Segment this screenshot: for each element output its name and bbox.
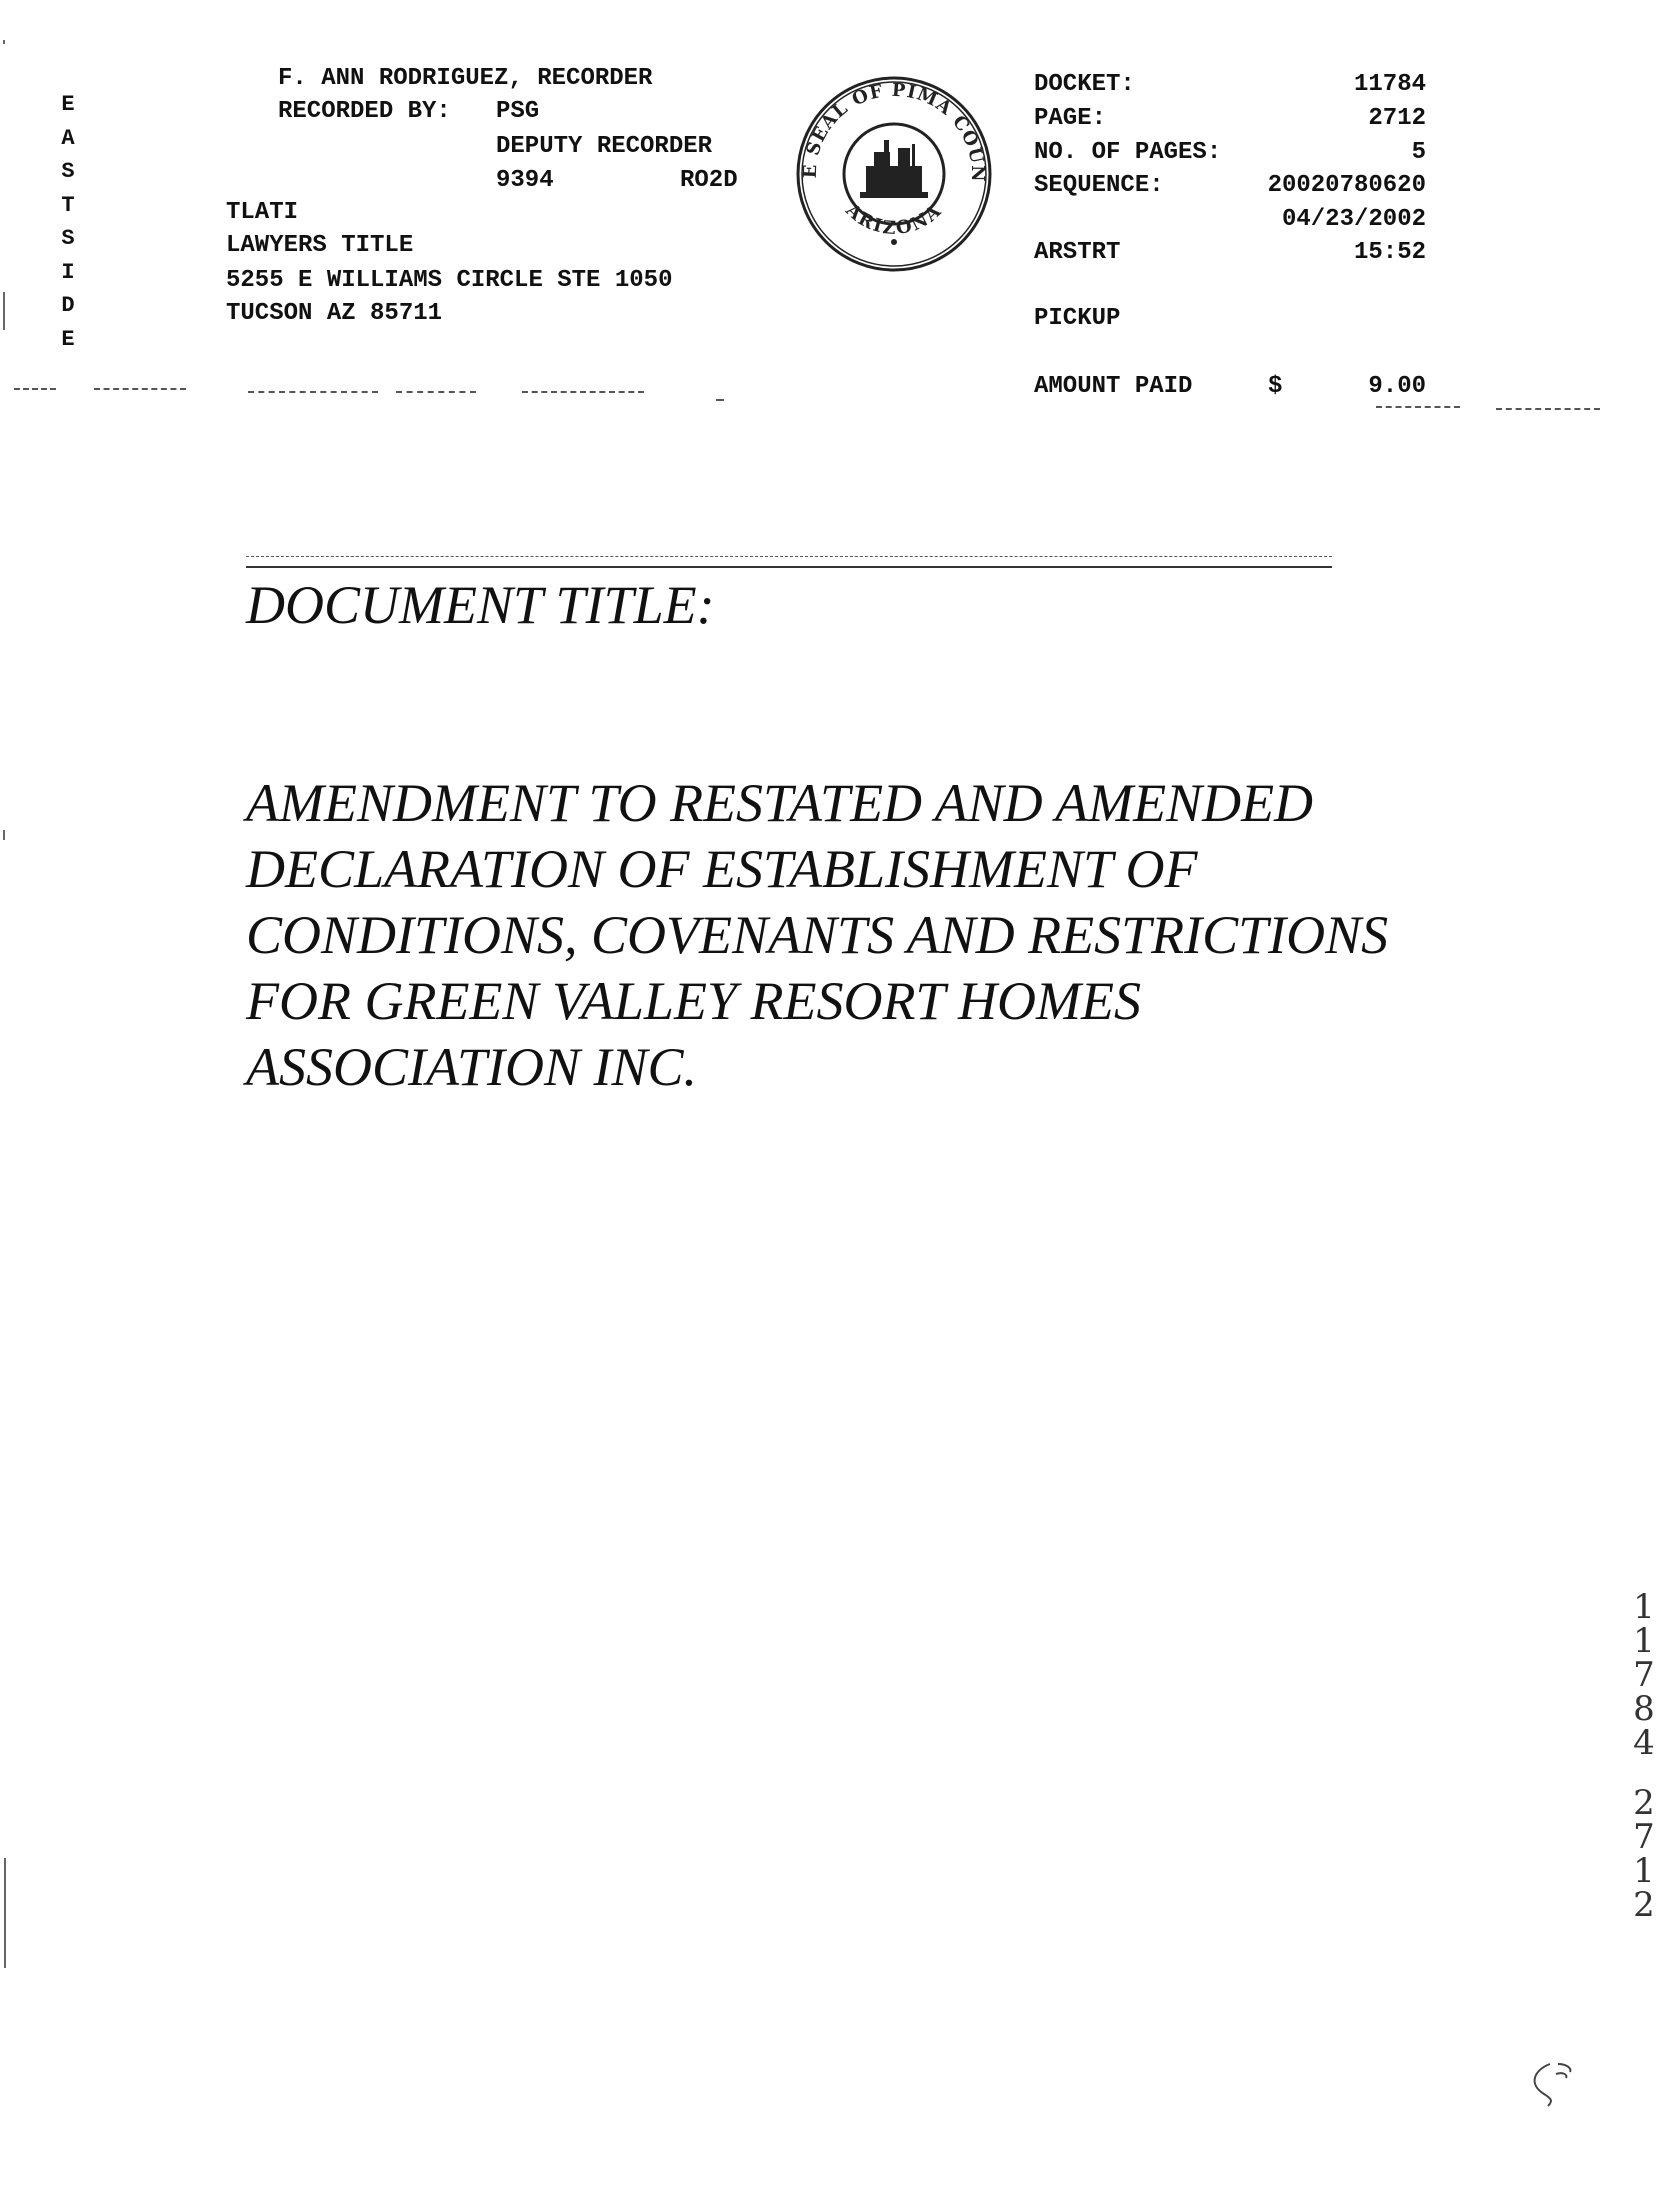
return-to-line: 5255 E WILLIAMS CIRCLE STE 1050 — [226, 267, 673, 294]
arstrt-label: ARSTRT — [1034, 239, 1121, 266]
seal-top-text: E SEAL OF PIMA COUN — [799, 79, 989, 183]
stamp-digit: 1 — [1633, 1851, 1655, 1891]
header-separator — [1376, 406, 1460, 408]
document-title-label: DOCUMENT TITLE: — [246, 575, 715, 635]
side-letter: D — [61, 293, 75, 318]
side-letter: E — [61, 92, 75, 117]
county-seal — [794, 74, 994, 274]
recording-time: 15:52 — [1353, 239, 1426, 266]
currency-symbol: $ — [1268, 373, 1283, 400]
sequence-value: 20020780620 — [1267, 172, 1426, 199]
scan-edge-mark — [3, 292, 5, 330]
amount-paid-label: AMOUNT PAID — [1034, 373, 1193, 400]
handwritten-mark — [1520, 2060, 1580, 2110]
document-title-line: FOR GREEN VALLEY RESORT HOMES — [246, 971, 1141, 1031]
document-title-line: ASSOCIATION INC. — [246, 1037, 698, 1097]
deputy-recorder-label: DEPUTY RECORDER — [496, 133, 713, 160]
pages-label: NO. OF PAGES: — [1034, 139, 1222, 166]
pages-value: 5 — [1411, 139, 1426, 166]
scan-edge-mark — [4, 1858, 6, 1968]
document-title — [246, 770, 1496, 1100]
header-separator — [716, 399, 724, 401]
side-letter: I — [61, 259, 75, 285]
page-label: PAGE: — [1034, 105, 1107, 132]
sequence-label: SEQUENCE: — [1034, 172, 1164, 199]
pickup-label: PICKUP — [1034, 305, 1121, 332]
seal-building-icon — [860, 140, 928, 198]
seal-graphic — [794, 74, 994, 274]
deputy-code: RO2D — [680, 167, 738, 194]
deputy-number: 9394 — [496, 167, 554, 194]
scan-edge-mark — [3, 40, 5, 44]
return-to-line: TUCSON AZ 85711 — [226, 300, 443, 327]
docket-value: 11784 — [1353, 71, 1426, 98]
scan-edge-mark — [3, 830, 5, 840]
header-separator — [94, 388, 186, 390]
header-separator — [14, 388, 56, 390]
side-label-vertical — [56, 88, 80, 356]
document-title-line: DECLARATION OF ESTABLISHMENT OF — [246, 839, 1198, 899]
stamp-digit: 4 — [1633, 1723, 1655, 1763]
header-separator — [1496, 408, 1600, 410]
document-title-line: AMENDMENT TO RESTATED AND AMENDED — [246, 773, 1314, 833]
side-letter: A — [61, 125, 75, 151]
stamp-digit: 7 — [1633, 1655, 1655, 1695]
margin-docket-page-stamp — [1624, 1587, 1664, 1925]
seal-bottom-text: ARIZONA — [841, 199, 947, 240]
recorded-by-value: PSG — [496, 98, 540, 125]
svg-text:ARIZONA — [841, 199, 947, 239]
stamp-digit: 1 — [1633, 1587, 1655, 1627]
stamp-digit: 7 — [1633, 1817, 1655, 1857]
title-rule — [246, 566, 1332, 568]
side-letter: E — [61, 326, 75, 352]
title-rule — [246, 556, 1332, 557]
header-separator — [522, 391, 644, 393]
document-title-line: CONDITIONS, COVENANTS AND RESTRICTIONS — [246, 905, 1389, 965]
recorded-by-label: RECORDED BY: — [278, 98, 451, 125]
stamp-digit: 8 — [1633, 1689, 1655, 1729]
header-separator — [248, 391, 378, 393]
page-value: 2712 — [1368, 105, 1426, 132]
recorder-name: F. ANN RODRIGUEZ, RECORDER — [278, 65, 653, 92]
header-separator — [396, 391, 476, 393]
side-letter: S — [61, 226, 75, 251]
docket-label: DOCKET: — [1034, 71, 1135, 98]
stamp-digit: 1 — [1633, 1621, 1655, 1661]
return-to-line: TLATI — [226, 199, 299, 226]
amount-paid-value: 9.00 — [1368, 373, 1426, 400]
side-letter: S — [61, 159, 75, 184]
recording-date: 04/23/2002 — [1281, 206, 1426, 233]
stamp-digit: 2 — [1633, 1885, 1655, 1925]
return-to-line: LAWYERS TITLE — [226, 232, 414, 259]
side-letter: T — [61, 192, 75, 218]
stamp-digit: 2 — [1633, 1783, 1655, 1823]
